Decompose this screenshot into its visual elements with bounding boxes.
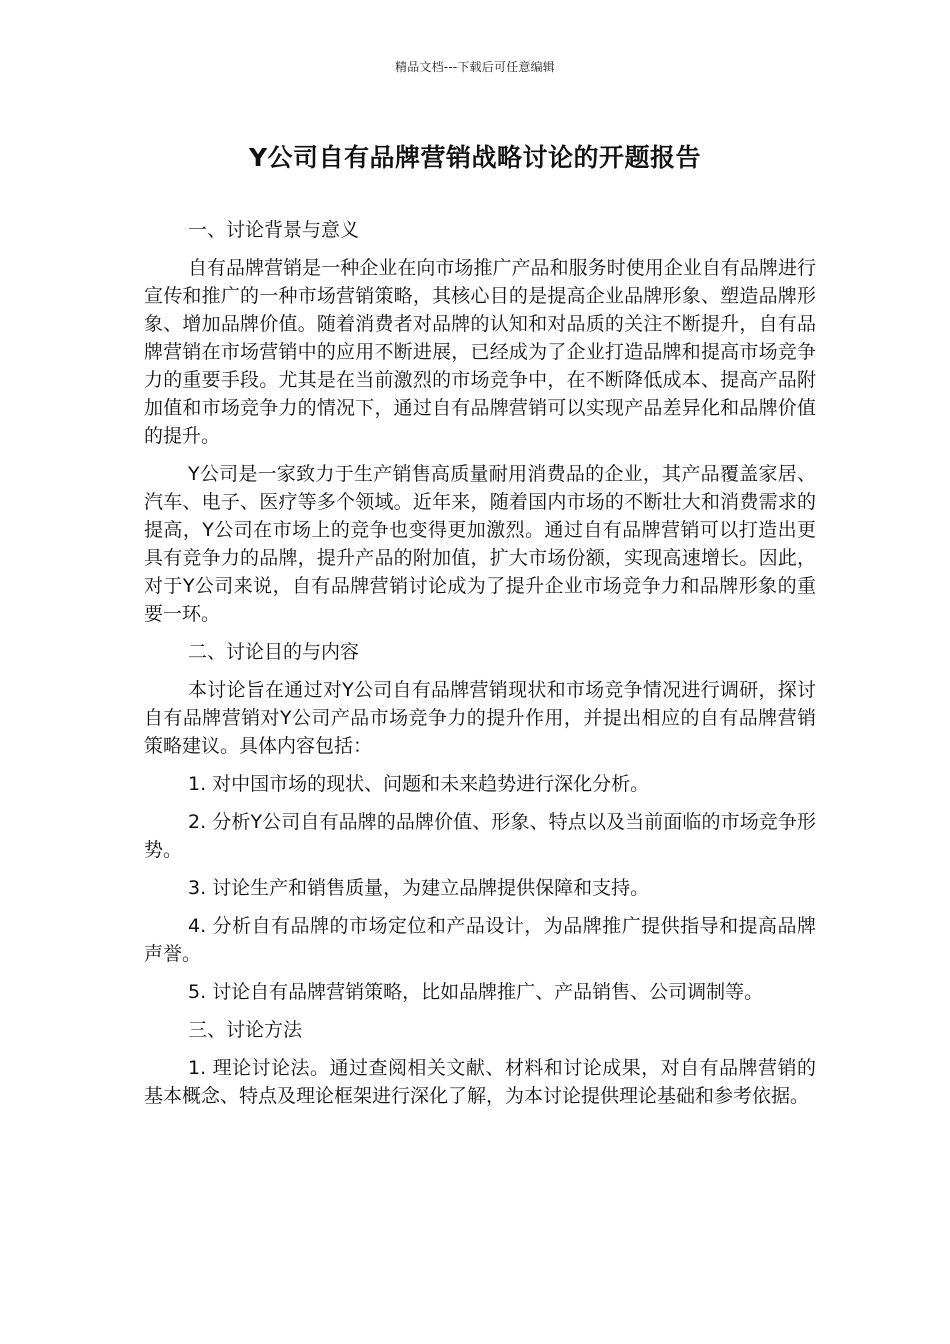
list-item-objective-5: 5. 讨论自有品牌营销策略，比如品牌推广、产品销售、公司调制等。	[188, 981, 764, 1003]
paragraph-background-1: 自有品牌营销是一种企业在向市场推广产品和服务时使用企业自有品牌进行宣传和推广的一种市场营销策略，其核心目的是提高企业品牌形象、塑造品牌形象、增加品牌价值。随着消费者对品牌的认知和对品质的关注不断提升，自有品牌营销在市场营销中的应用不断进展，已经成为了企业打造品牌和提高市场竞争力的重要手段。尤其是在当前激烈的市场竞争中，在不断降低成本、提高产品附加值和市场竞争力的情况下，通过自有品牌营销可以实现产品差异化和品牌价值的提升。	[144, 257, 816, 447]
section-heading-objectives: 二、讨论目的与内容	[188, 641, 360, 663]
page-header: 精品文档---下载后可任意编辑	[395, 60, 555, 74]
list-item-objective-2: 2. 分析Y公司自有品牌的品牌价值、形象、特点以及当前面临的市场竞争形势。	[144, 811, 816, 861]
list-item-objective-1: 1. 对中国市场的现状、问题和未来趋势进行深化分析。	[188, 773, 650, 795]
list-item-objective-4: 4. 分析自有品牌的市场定位和产品设计，为品牌推广提供指导和提高品牌声誉。	[144, 915, 816, 965]
document-body	[144, 216, 816, 1120]
paragraph-objectives-intro: 本讨论旨在通过对Y公司自有品牌营销现状和市场竞争情况进行调研，探讨自有品牌营销对Y公司产品市场竞争力的提升作用，并提出相应的自有品牌营销策略建议。具体内容包括：	[144, 679, 816, 757]
list-item-objective-3: 3. 讨论生产和销售质量，为建立品牌提供保障和支持。	[188, 877, 650, 899]
section-heading-methods: 三、讨论方法	[188, 1019, 303, 1041]
section-heading-background: 一、讨论背景与意义	[188, 219, 360, 241]
document-title: Y公司自有品牌营销战略讨论的开题报告	[248, 143, 702, 172]
paragraph-background-2: Y公司是一家致力于生产销售高质量耐用消费品的企业，其产品覆盖家居、汽车、电子、医疗等多个领域。近年来，随着国内市场的不断壮大和消费需求的提高，Y公司在市场上的竞争也变得更加激烈。通过自有品牌营销可以打造出更具有竞争力的品牌，提升产品的附加值，扩大市场份额，实现高速增长。因此，对于Y公司来说，自有品牌营销讨论成为了提升企业市场竞争力和品牌形象的重要一环。	[144, 463, 816, 625]
list-item-method-1: 1. 理论讨论法。通过查阅相关文献、材料和讨论成果，对自有品牌营销的基本概念、特点及理论框架进行深化了解，为本讨论提供理论基础和参考依据。	[144, 1057, 816, 1107]
